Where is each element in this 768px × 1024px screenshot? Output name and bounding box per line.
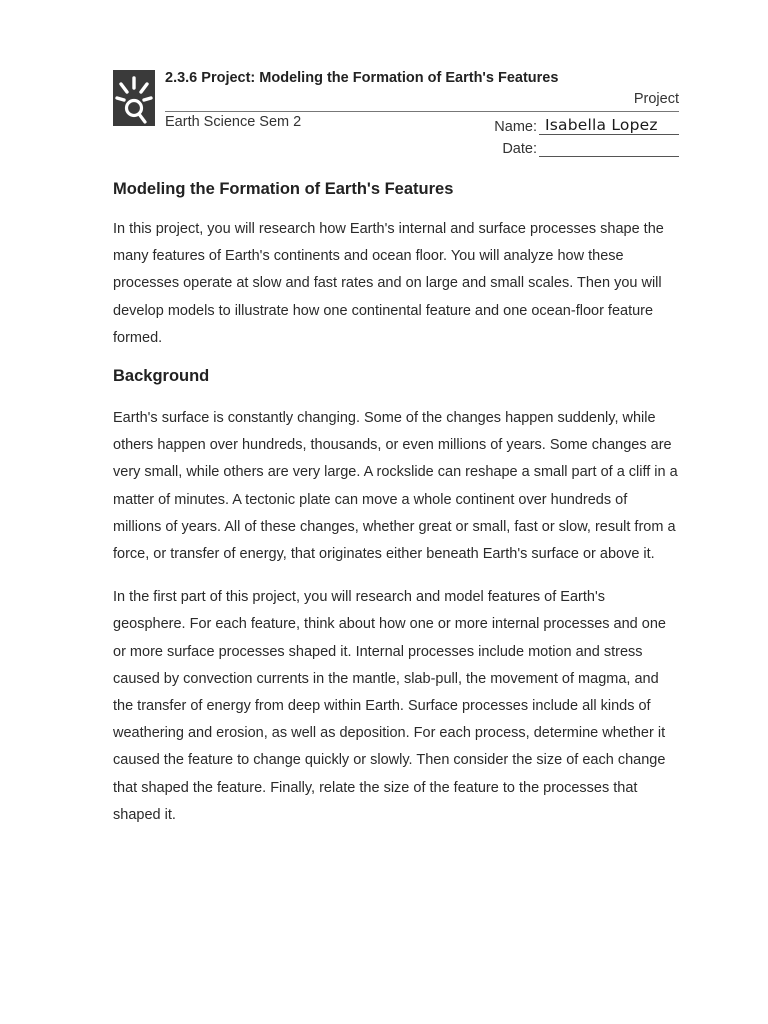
course-name: Earth Science Sem 2	[165, 114, 302, 130]
section-heading-main: Modeling the Formation of Earth's Features	[113, 180, 454, 198]
header-divider	[165, 111, 679, 112]
title-block	[165, 68, 679, 89]
section-heading-background: Background	[113, 367, 210, 386]
background-paragraph-2: In the first part of this project, you will research and model features of Earth's geosphere. For each feature, think about how one or more internal processes and one or more surface processes shaped it. Internal processes include motion and stress caused by convection currents in the mantle, slab-pull, the movement of magma, and the transfer of energy from deep within Earth. Surface processes include all kinds of weathering and erosion, as well as deposition. For each process, determine whether it caused the feature to change quickly or slowly. Then consider the size of each change that shaped the feature. Finally, relate the size of the feature to the processes that shaped it.	[113, 589, 666, 823]
page-title: 2.3.6 Project: Modeling the Formation of Earth's Features	[165, 70, 559, 86]
name-value: Isabella Lopez	[545, 116, 658, 134]
date-label: Date:	[502, 141, 537, 157]
name-label: Name:	[494, 119, 537, 135]
name-field[interactable]	[539, 116, 679, 135]
document-type-label: Project	[633, 91, 679, 107]
document-body	[113, 178, 679, 829]
document-header	[113, 68, 679, 160]
intro-paragraph: In this project, you will research how Earth's internal and surface processes shape the many features of Earth's continents and ocean floor. You will analyze how these processes operate at slow and fast rates and on large and small scales. Then you will develop models to illustrate how one continental feature and one ocean-floor feature formed.	[113, 221, 664, 346]
background-paragraph-1: Earth's surface is constantly changing. Some of the changes happen suddenly, while others happen over hundreds, thousands, or even millions of years. Some changes are very small, while others are very large. A rockslide can reshape a small part of a cliff in a matter of minutes. A tectonic plate can move a whole continent over hundreds of millions of years. All of these changes, whether great or small, fast or slow, result from a force, or transfer of energy, that originates either beneath Earth's surface or above it.	[113, 410, 678, 563]
date-field-row	[502, 138, 679, 157]
name-field-row	[494, 116, 679, 135]
date-field[interactable]	[539, 138, 679, 157]
sun-bulb-logo-icon	[113, 70, 155, 126]
